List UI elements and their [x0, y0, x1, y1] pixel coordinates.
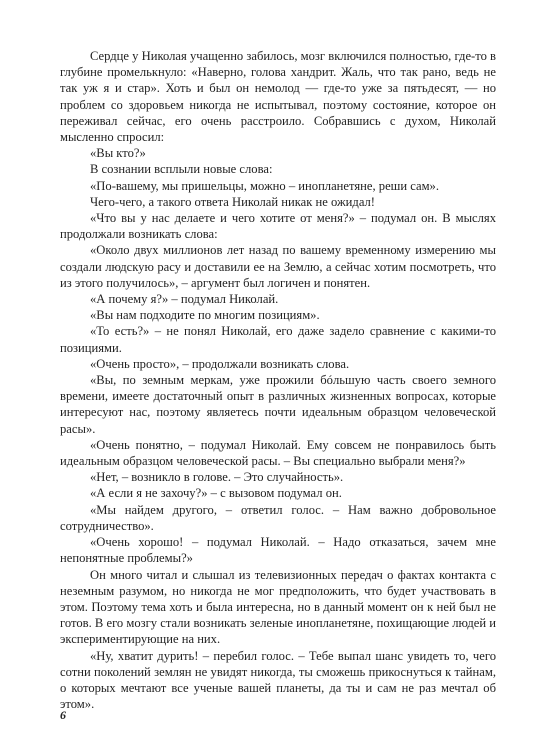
paragraph: «Очень понятно, – подумал Николай. Ему совсем не понравилось быть идеальным образцом человеческой расы. – Вы специально выбрали меня?» — [60, 437, 496, 469]
paragraph: «А почему я?» – подумал Николай. — [90, 292, 279, 307]
paragraph: «Что вы у нас делаете и чего хотите от меня?» – подумал он. В мыслях продолжали возникать слова: — [60, 211, 496, 242]
paragraph: «Около двух миллионов лет назад по вашему временному измерению мы создали людскую расу и доставили ее на Землю, а сейчас хотим посмотреть, что из этого получилось», – аргумент был логичен и понятен. — [60, 243, 496, 290]
paragraph: «А если я не захочу?» – с вызовом подумал он. — [90, 486, 342, 501]
page-text — [60, 48, 496, 712]
paragraph: Сердце у Николая учащенно забилось, мозг включился полностью, где-то в глубине промелькнуло: «Наверно, голова хандрит. Жаль, что так рано, ведь не так уж я и стар». Хоть и был он немолод — где-то уже за пятьдесят, — но проблем со здоровьем никогда не испытывал, поэтому состояние, которое он переживал сейчас, его очень расстроило. Собравшись с духом, Николай мысленно спросил: — [60, 49, 496, 145]
paragraph: «Вы кто?» — [90, 146, 146, 161]
paragraph: Чего-чего, а такого ответа Николай никак не ожидал! — [90, 194, 375, 209]
paragraph: «Очень просто», – продолжали возникать слова. — [90, 356, 350, 371]
paragraph: «По-вашему, мы пришельцы, можно – инопланетяне, реши сам». — [90, 178, 439, 193]
paragraph: Он много читал и слышал из телевизионных передач о фактах контакта с неземным разумом, но никогда не мог предположить, что будет участвовать в этом. Поэтому тема хоть и была интересна, но в данный момент он к ней был не готов. В его мозгу стали возникать зеленые инопланетяне, похищающие людей и экспериментирующие на них. — [60, 567, 496, 647]
paragraph: «Мы найдем другого, – ответил голос. – Нам важно добровольное сотрудничество». — [60, 502, 496, 533]
paragraph: «То есть?» – не понял Николай, его даже задело сравнение с какими-то позициями. — [60, 324, 496, 355]
paragraph: «Очень хорошо! – подумал Николай. – Надо отказаться, зачем мне непонятные проблемы?» — [60, 535, 496, 566]
paragraph: «Ну, хватит дурить! – перебил голос. – Тебе выпал шанс увидеть то, чего сотни поколений землян не увидят никогда, ты сможешь прикоснуться к тайнам, о которых мечтают все ученые вашей планеты, да ты и сам не раз мечтал об этом». — [60, 648, 496, 712]
paragraph: «Вы, по земным меркам, уже прожили бóльшую часть своего земного времени, имеете достаточный опыт в различных жизненных вопросах, которые интересуют нас, поэтому являетесь почти идеальным образцом человеческой расы». — [60, 373, 496, 436]
paragraph: «Вы нам подходите по многим позициям». — [90, 308, 320, 323]
page-number: 6 — [60, 708, 66, 722]
paragraph: «Нет, – возникло в голове. – Это случайность». — [90, 470, 344, 485]
paragraph: В сознании всплыли новые слова: — [90, 162, 273, 177]
